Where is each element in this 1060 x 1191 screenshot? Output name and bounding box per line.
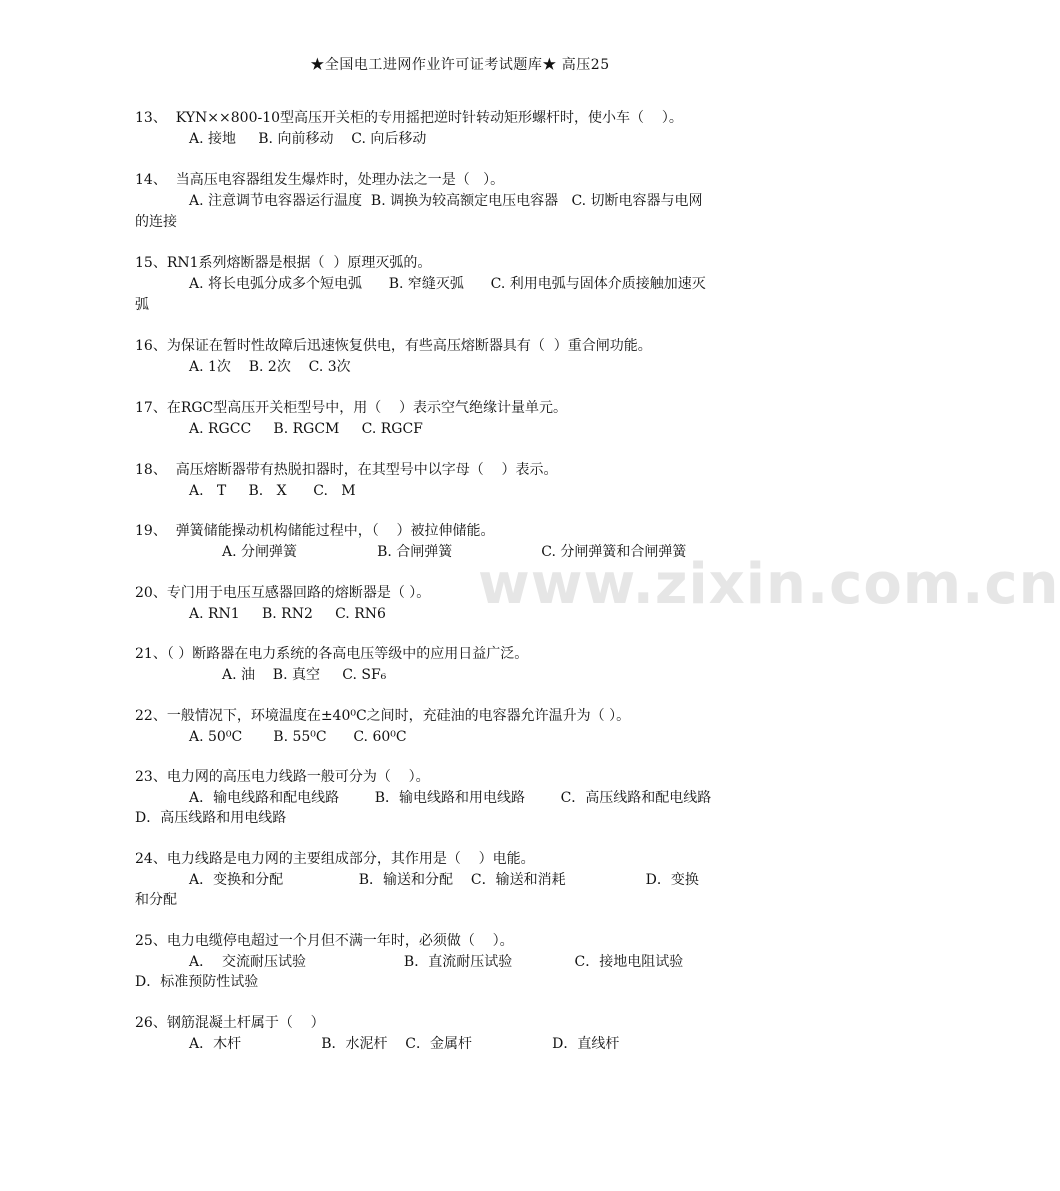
text-line: A．变换和分配 B．输送和分配 C．输送和消耗 D．变换 xyxy=(189,872,699,888)
text-line: 16、为保证在暂时性故障后迅速恢复供电，有些高压熔断器具有（ ）重合闸功能。 xyxy=(135,338,652,354)
text-line: D．高压线路和用电线路 xyxy=(135,810,287,826)
text-line: 22、一般情况下，环境温度在±40⁰C之间时，充硅油的电容器允许温升为（ ）。 xyxy=(135,708,631,724)
text-line: A. 分闸弹簧 B. 合闸弹簧 C. 分闸弹簧和合闸弹簧 xyxy=(222,544,687,560)
text-line: A. 油 B. 真空 C. SF₆ xyxy=(222,667,387,683)
text-line: 23、电力网的高压电力线路一般可分为（ ）。 xyxy=(135,769,430,785)
text-line: 17、在RGC型高压开关柜型号中，用（ ）表示空气绝缘计量单元。 xyxy=(135,400,568,416)
text-line: A. T B. X C. M xyxy=(189,483,356,499)
text-line: 24、电力线路是电力网的主要组成部分，其作用是（ ）电能。 xyxy=(135,851,535,867)
text-line: A．木杆 B．水泥杆 C．金属杆 D．直线杆 xyxy=(189,1036,620,1052)
text-line: 弧 xyxy=(135,297,149,313)
text-line: 13、 KYN××800-10型高压开关柜的专用摇把逆时针转动矩形螺杆时，使小车（ ）。 xyxy=(135,110,683,126)
page-header: ★全国电工进网作业许可证考试题库★ 高压25 xyxy=(310,57,610,73)
text-line: A. 接地 B. 向前移动 C. 向后移动 xyxy=(189,131,427,147)
text-line: 26、钢筋混凝土杆属于（ ） xyxy=(135,1015,325,1031)
text-line: 19、 弹簧储能操动机构储能过程中，（ ）被拉伸储能。 xyxy=(135,523,495,539)
text-line: A. 将长电弧分成多个短电弧 B. 窄缝灭弧 C. 利用电弧与固体介质接触加速灭 xyxy=(189,276,706,292)
text-line: D．标准预防性试验 xyxy=(135,974,259,990)
text-line: A. RN1 B. RN2 C. RN6 xyxy=(189,606,386,622)
text-line: A．输电线路和配电线路 B．输电线路和用电线路 C．高压线路和配电线路 xyxy=(189,790,712,806)
text-line: 和分配 xyxy=(135,892,177,908)
text-line: 20、专门用于电压互感器回路的熔断器是（ ）。 xyxy=(135,585,431,601)
watermark: www.zixin.com.cn xyxy=(478,552,1060,617)
text-line: A. 注意调节电容器运行温度 B. 调换为较高额定电压电容器 C. 切断电容器与电网 xyxy=(189,193,703,209)
text-line: A. 50⁰C B. 55⁰C C. 60⁰C xyxy=(189,729,407,745)
text-line: 25、电力电缆停电超过一个月但不满一年时，必须做（ ）。 xyxy=(135,933,514,949)
text-line: A. 1次 B. 2次 C. 3次 xyxy=(189,359,351,375)
text-line: A． 交流耐压试验 B．直流耐压试验 C．接地电阻试验 xyxy=(189,954,684,970)
text-line: 15、RN1系列熔断器是根据（ ）原理灭弧的。 xyxy=(135,255,432,271)
text-line: 14、 当高压电容器组发生爆炸时，处理办法之一是（ ）。 xyxy=(135,172,505,188)
text-line: A. RGCC B. RGCM C. RGCF xyxy=(189,421,423,437)
text-line: 21、（ ）断路器在电力系统的各高电压等级中的应用日益广泛。 xyxy=(135,646,529,662)
text-line: 18、 高压熔断器带有热脱扣器时，在其型号中以字母（ ）表示。 xyxy=(135,462,558,478)
text-line: 的连接 xyxy=(135,214,177,230)
